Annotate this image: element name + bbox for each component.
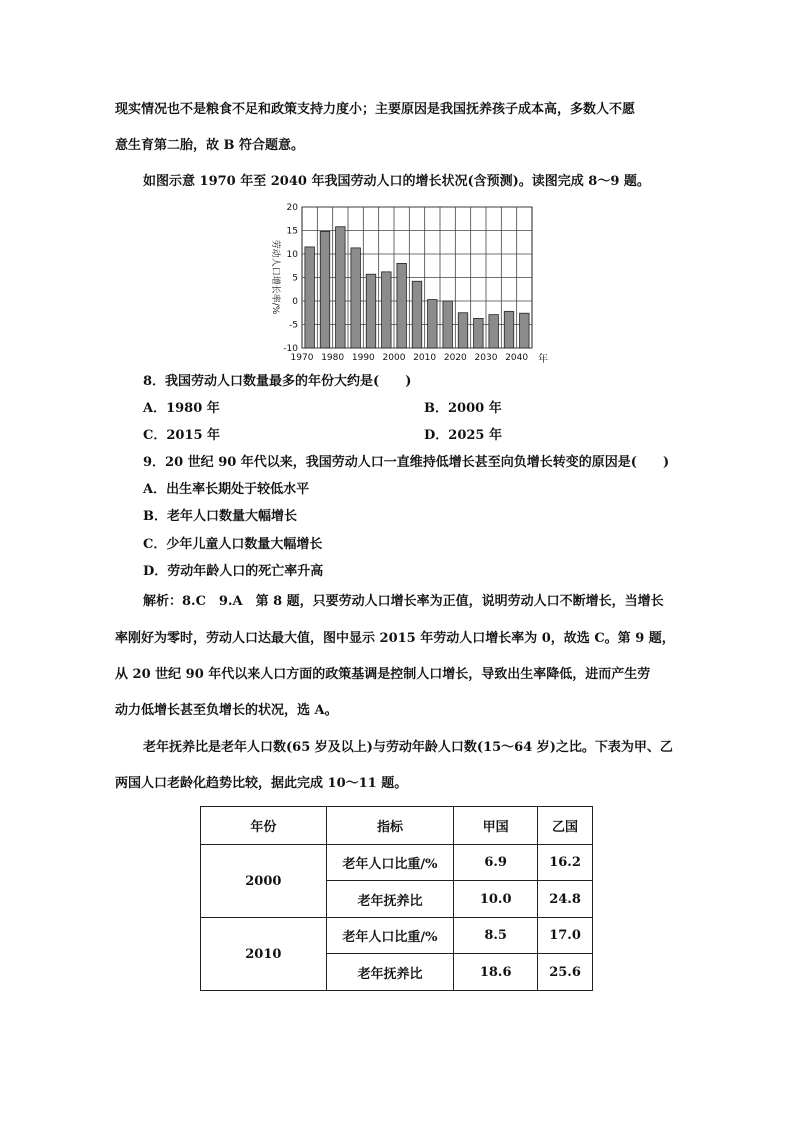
- x-tick-label: 2040: [505, 353, 529, 363]
- indicator-cell: 老年抚养比: [326, 881, 454, 918]
- value-cell: 16.2: [538, 845, 593, 881]
- bar-1985: [351, 248, 361, 348]
- bar-2025: [474, 318, 484, 348]
- bar-1970: [305, 247, 315, 348]
- paragraph-line: 两国人口老龄化趋势比较，据此完成 10～11 题。: [115, 776, 408, 791]
- chart-xlabel: 年: [538, 354, 548, 365]
- paragraph-line: 老年抚养比是老年人口数(65 岁及以上)与劳动年龄人口数(15～64 岁)之比。下表为甲、乙: [143, 740, 673, 755]
- year-cell: 2010: [201, 918, 327, 991]
- x-tick-label: 2020: [443, 353, 467, 363]
- x-tick-label: 1990: [351, 353, 375, 363]
- bar-1975: [320, 231, 330, 348]
- chart-ylabel: 劳动人口增长率/%: [270, 239, 280, 315]
- table-header: 指标: [326, 807, 454, 845]
- bar-1990: [366, 274, 376, 348]
- option-8a: A．1980 年: [143, 401, 220, 416]
- x-tick-label: 1970: [290, 353, 314, 363]
- y-tick-label: -10: [283, 344, 298, 354]
- value-cell: 24.8: [538, 881, 593, 918]
- answer-line: 动力低增长甚至负增长的状况，选 A。: [115, 703, 338, 718]
- answer-line: 解析：8.C 9.A 第 8 题，只要劳动人口增长率为正值，说明劳动人口不断增长，当增长: [143, 594, 664, 609]
- table-header: 年份: [201, 807, 327, 845]
- value-cell: 18.6: [454, 954, 538, 991]
- table-row: [201, 918, 593, 954]
- bar-2015: [443, 301, 453, 348]
- option-9c: C．少年儿童人口数量大幅增长: [143, 537, 323, 552]
- bar-2005: [412, 281, 422, 348]
- option-9b: B．老年人口数量大幅增长: [143, 509, 297, 524]
- paragraph-line: 意生育第二胎，故 B 符合题意。: [115, 138, 305, 153]
- x-tick-label: 2010: [413, 353, 437, 363]
- year-cell: 2000: [201, 845, 327, 918]
- y-tick-label: 10: [286, 250, 298, 260]
- bar-2000: [397, 263, 407, 348]
- y-tick-label: 20: [286, 203, 298, 213]
- value-cell: 17.0: [538, 918, 593, 954]
- value-cell: 10.0: [454, 881, 538, 918]
- table-header: 乙国: [538, 807, 593, 845]
- indicator-cell: 老年人口比重/%: [326, 918, 454, 954]
- aging-comparison-table: [200, 806, 593, 991]
- option-9a: A．出生率长期处于较低水平: [143, 482, 310, 497]
- y-tick-label: 0: [292, 297, 298, 307]
- table-header-row: [201, 807, 593, 845]
- value-cell: 8.5: [454, 918, 538, 954]
- x-tick-label: 2030: [474, 353, 498, 363]
- labor-growth-chart: [262, 200, 562, 368]
- bar-2040: [520, 313, 530, 348]
- bar-2020: [458, 313, 468, 348]
- question-intro: 如图示意 1970 年至 2040 年我国劳动人口的增长状况(含预测)。读图完成 8～9 题。: [143, 174, 650, 189]
- bar-1995: [382, 272, 392, 348]
- bar-2010: [428, 300, 438, 348]
- y-tick-label: 15: [286, 226, 298, 237]
- y-tick-label: -5: [289, 320, 298, 331]
- option-8c: C．2015 年: [143, 428, 221, 443]
- value-cell: 25.6: [538, 954, 593, 991]
- bar-2035: [504, 311, 514, 348]
- indicator-cell: 老年抚养比: [326, 954, 454, 991]
- answer-line: 率刚好为零时，劳动人口达最大值，图中显示 2015 年劳动人口增长率为 0，故选 C。第 9 题，: [115, 631, 675, 646]
- indicator-cell: 老年人口比重/%: [326, 845, 454, 881]
- x-tick-label: 1980: [321, 353, 345, 363]
- bar-2030: [489, 315, 499, 348]
- value-cell: 6.9: [454, 845, 538, 881]
- question-8: 8．我国劳动人口数量最多的年份大约是( ): [143, 374, 412, 389]
- x-tick-label: 2000: [382, 353, 406, 363]
- option-8d: D．2025 年: [424, 428, 502, 443]
- answer-line: 从 20 世纪 90 年代以来人口方面的政策基调是控制人口增长，导致出生率降低，进而产生劳: [115, 667, 651, 682]
- option-9d: D．劳动年龄人口的死亡率升高: [143, 564, 324, 579]
- option-8b: B．2000 年: [424, 401, 502, 416]
- bar-1980: [336, 227, 346, 348]
- y-tick-label: 5: [292, 273, 298, 284]
- table-row: [201, 845, 593, 881]
- question-9: 9．20 世纪 90 年代以来，我国劳动人口一直维持低增长甚至向负增长转变的原因是( ): [143, 455, 670, 470]
- paragraph-line: 现实情况也不是粮食不足和政策支持力度小；主要原因是我国抚养孩子成本高，多数人不愿: [115, 102, 636, 117]
- table-header: 甲国: [454, 807, 538, 845]
